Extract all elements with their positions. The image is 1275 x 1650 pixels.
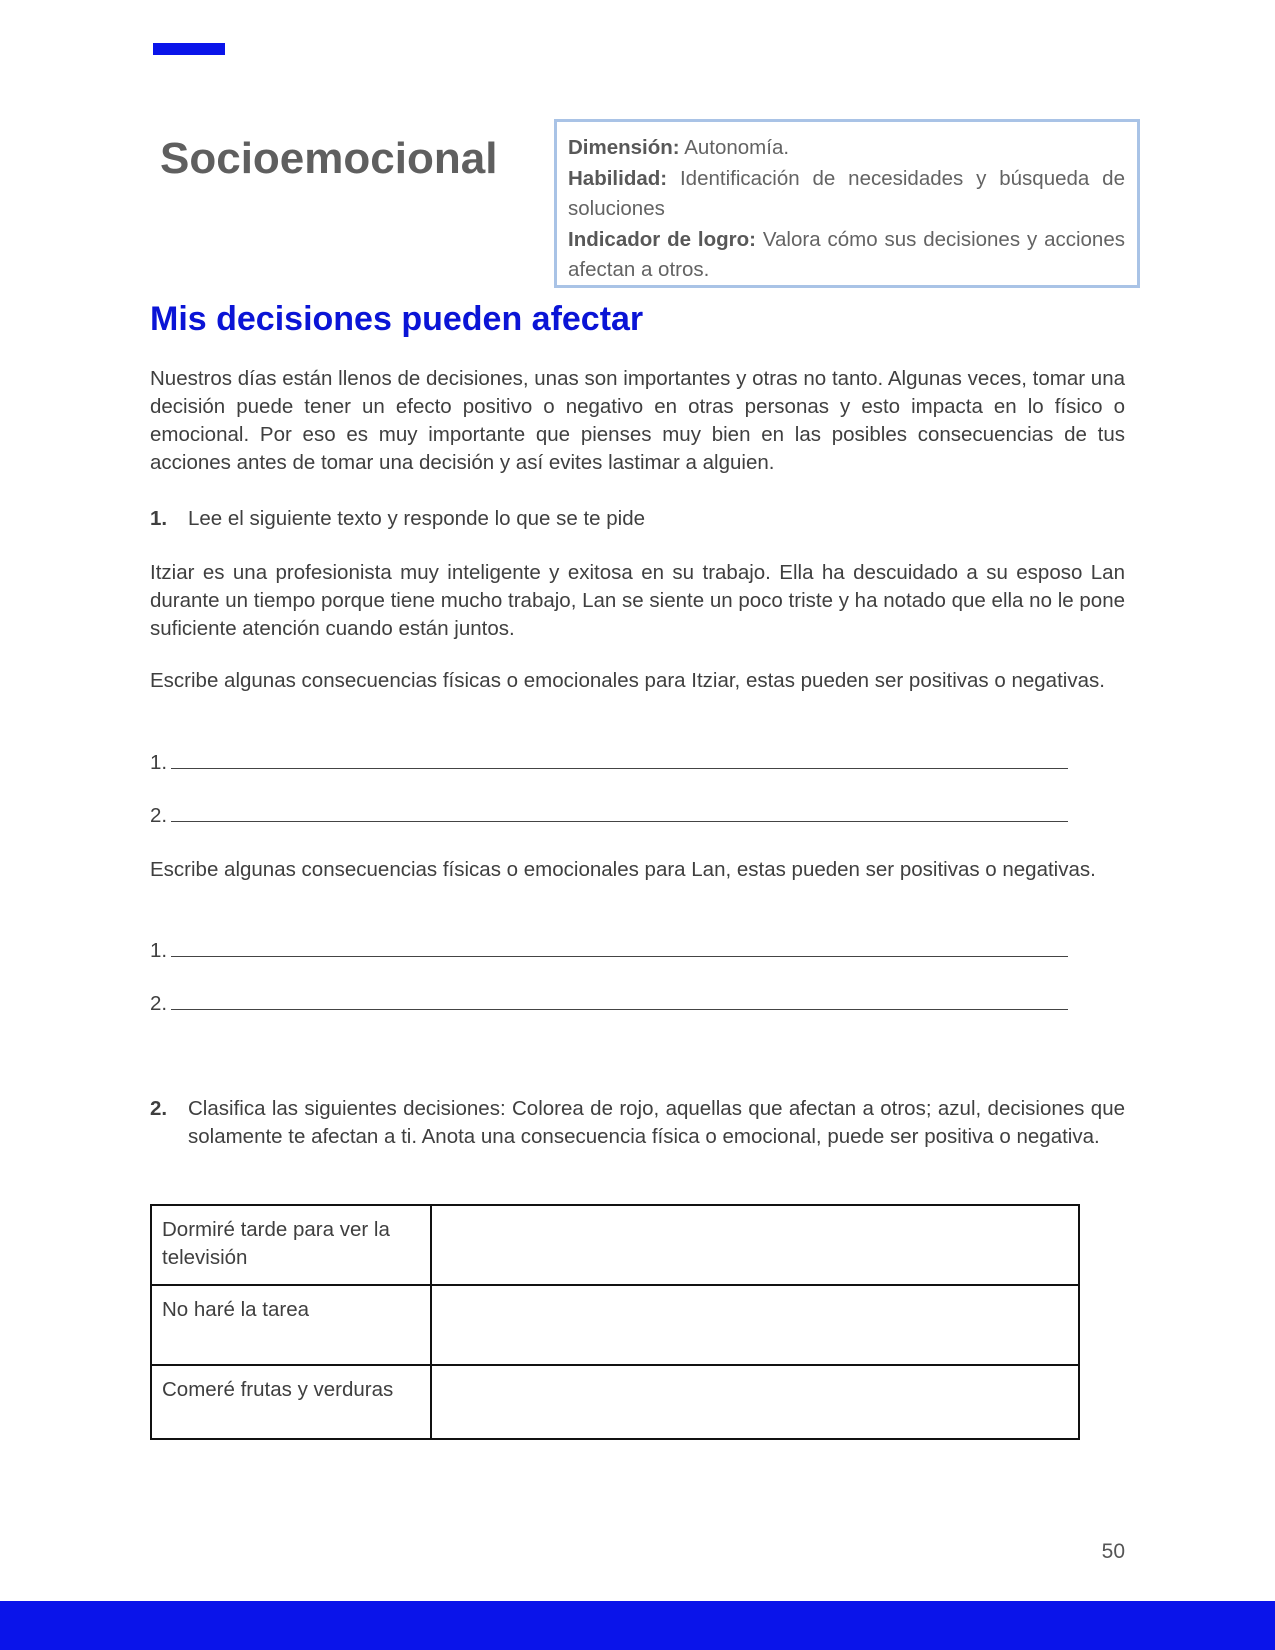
- prompt-itziar: Escribe algunas consecuencias físicas o emocionales para Itziar, estas pueden ser positivas o negativas.: [150, 669, 1105, 692]
- skill-row: [568, 164, 1125, 225]
- activity-2-instruction: [150, 1095, 1125, 1151]
- indicator-value: Valora cómo sus decisiones y acciones afectan a otros.: [568, 227, 1125, 281]
- learning-info-box: [554, 119, 1140, 288]
- story-paragraph: Itziar es una profesionista muy inteligente y exitosa en su trabajo. Ella ha descuidado a su esposo Lan durante un tiempo porque tiene mucho trabajo, Lan se siente un poco triste y ha notado que ella no le pone suficiente atención cuando están juntos.: [150, 561, 1125, 640]
- line-number: 1.: [150, 939, 168, 962]
- indicator-label: Indicador de logro:: [568, 227, 756, 251]
- top-accent-bar: [153, 43, 225, 55]
- itziar-answer-line-2[interactable]: [150, 802, 1068, 830]
- page-number: 50: [1101, 1540, 1125, 1563]
- dimension-row: [568, 133, 1125, 164]
- answer-rule: [171, 991, 1068, 1010]
- line-number: 2.: [150, 804, 168, 827]
- answer-rule: [171, 803, 1068, 822]
- decisions-table: [150, 1204, 1080, 1440]
- activity-1-instruction: [150, 505, 1125, 533]
- decision-cell[interactable]: Comeré frutas y verduras: [151, 1365, 431, 1439]
- table-row: [151, 1285, 1079, 1365]
- dimension-value: Autonomía.: [684, 136, 790, 159]
- answer-rule: [171, 938, 1068, 957]
- line-number: 1.: [150, 751, 168, 774]
- table-row: [151, 1365, 1079, 1439]
- itziar-answer-line-1[interactable]: [150, 749, 1068, 777]
- decision-cell[interactable]: Dormiré tarde para ver la televisión: [151, 1205, 431, 1285]
- lan-answer-line-2[interactable]: [150, 990, 1068, 1018]
- consequence-cell[interactable]: [431, 1205, 1079, 1285]
- activity-1-number: 1.: [150, 507, 168, 530]
- indicator-row: [568, 225, 1125, 286]
- answer-rule: [171, 750, 1068, 769]
- bottom-accent-bar: [0, 1601, 1275, 1650]
- table-row: [151, 1205, 1079, 1285]
- decision-cell[interactable]: No haré la tarea: [151, 1285, 431, 1365]
- intro-paragraph: Nuestros días están llenos de decisiones, unas son importantes y otras no tanto. Algunas veces, tomar una decisión puede tener un efecto positivo o negativo en otras personas y esto impacta en lo físico o emocional. Por eso es muy importante que pienses muy bien en las posibles consecuencias de tus acciones antes de tomar una decisión y así evites lastimar a alguien.: [150, 367, 1125, 474]
- activity-2-text: Clasifica las siguientes decisiones: Colorea de rojo, aquellas que afectan a otros; azul, decisiones que solamente te afectan a ti. Anota una consecuencia física o emocional, puede ser positiva o negativa.: [188, 1097, 1125, 1148]
- consequence-cell[interactable]: [431, 1365, 1079, 1439]
- prompt-lan: Escribe algunas consecuencias físicas o emocionales para Lan, estas pueden ser positivas o negativas.: [150, 858, 1096, 881]
- skill-label: Habilidad:: [568, 166, 668, 190]
- line-number: 2.: [150, 992, 168, 1015]
- dimension-label: Dimensión:: [568, 136, 680, 159]
- lan-answer-line-1[interactable]: [150, 937, 1068, 965]
- activity-1-text: Lee el siguiente texto y responde lo que se te pide: [188, 507, 646, 530]
- page-title: Socioemocional: [160, 134, 498, 183]
- activity-2-number: 2.: [150, 1097, 168, 1120]
- consequence-cell[interactable]: [431, 1285, 1079, 1365]
- section-title: Mis decisiones pueden afectar: [150, 300, 644, 338]
- skill-value: Identificación de necesidades y búsqueda de soluciones: [568, 166, 1125, 220]
